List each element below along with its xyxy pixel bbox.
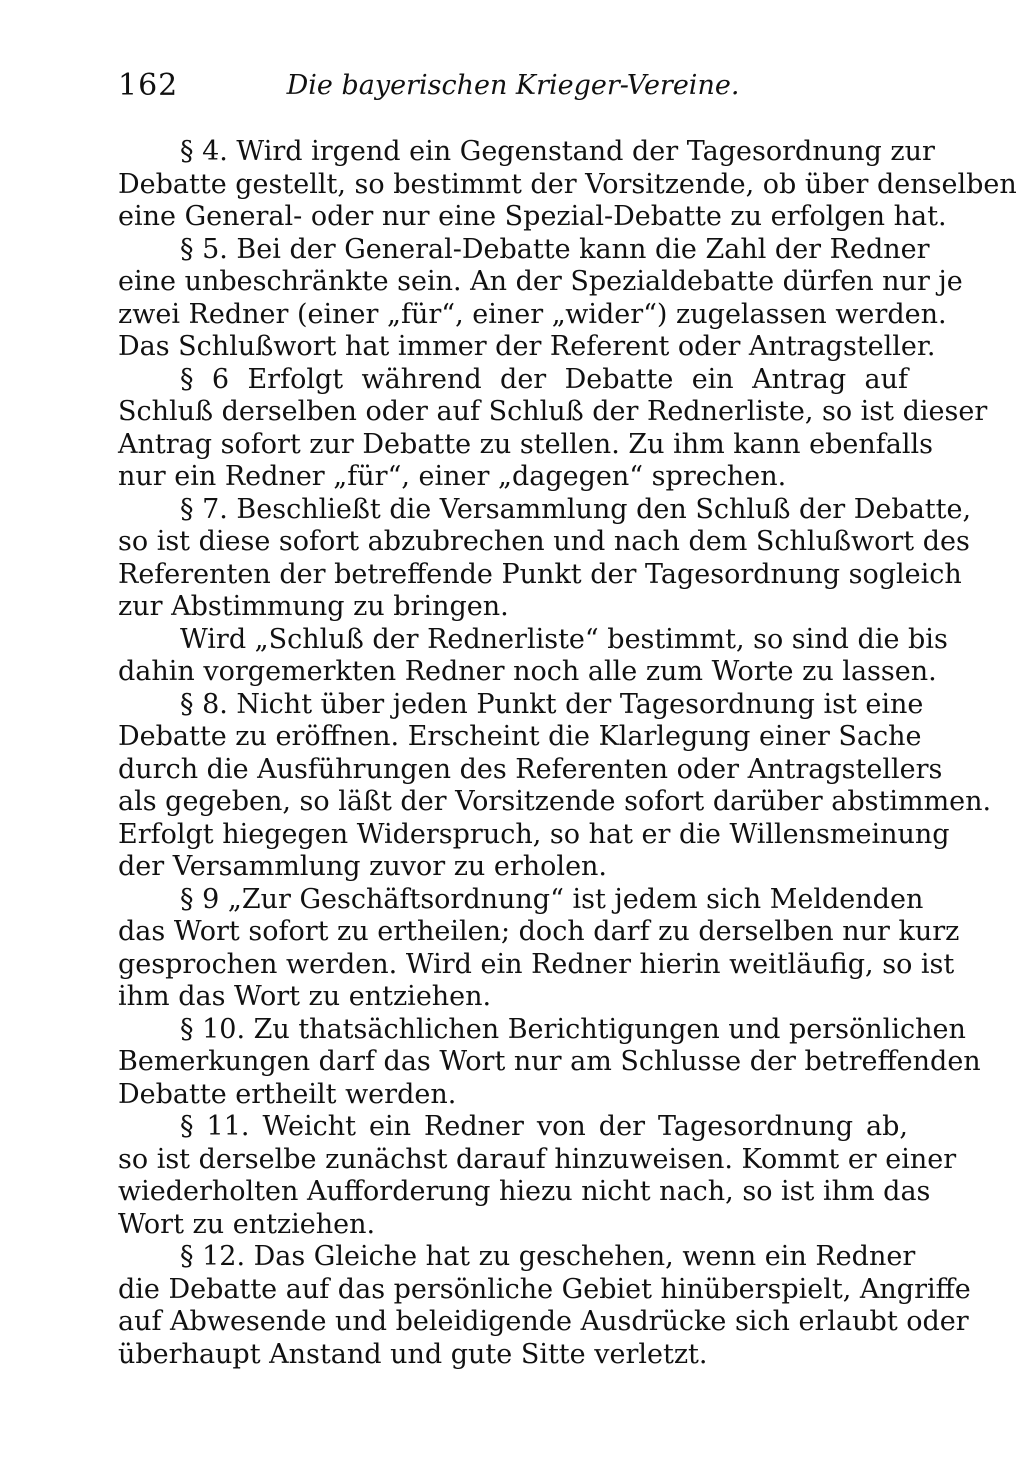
text-line: § 12. Das Gleiche hat zu geschehen, wenn ein Redner <box>180 1241 916 1272</box>
page-number: 162 <box>118 68 179 103</box>
paragraph <box>118 233 963 364</box>
paragraph <box>118 623 948 689</box>
text-line: zwei Redner (einer „für“, einer „wider“) zugelassen werden. <box>118 298 947 330</box>
text-line: Schluß derselben oder auf Schluß der Rednerliste, so ist dieser <box>118 396 988 427</box>
text-line: als gegeben, so läßt der Vorsitzende sofort darüber abstimmen. <box>118 786 992 817</box>
paragraph <box>118 136 1017 234</box>
text-line: Wird „Schluß der Rednerliste“ bestimmt, so sind die bis <box>180 623 948 655</box>
text-line: Debatte gestellt, so bestimmt der Vorsitzende, ob über denselben <box>118 168 1017 200</box>
text-line: Erfolgt hiegegen Widerspruch, so hat er die Willensmeinung <box>118 818 950 850</box>
text-line: eine unbeschränkte sein. An der Spezialdebatte dürfen nur je <box>118 266 963 297</box>
text-line: dahin vorgemerkten Redner noch alle zum Worte zu lassen. <box>118 656 937 687</box>
text-line: durch die Ausführungen des Referenten oder Antragstellers <box>118 753 943 785</box>
text-line: § 7. Beschließt die Versammlung den Schluß der Debatte, <box>180 493 972 525</box>
text-line: § 6 Erfolgt während der Debatte ein Antrag auf <box>180 363 908 395</box>
page-header <box>118 68 908 108</box>
text-line: Bemerkungen darf das Wort nur am Schlusse der betreffenden <box>118 1046 981 1077</box>
paragraph <box>118 1241 971 1371</box>
paragraph <box>118 493 972 624</box>
text-line: § 5. Bei der General-Debatte kann die Zahl der Redner <box>180 233 930 265</box>
text-line: ihm das Wort zu entziehen. <box>118 981 492 1012</box>
text-line: Debatte zu eröffnen. Erscheint die Klarlegung einer Sache <box>118 721 922 752</box>
paragraph <box>118 363 988 494</box>
text-line: § 4. Wird irgend ein Gegenstand der Tagesordnung zur <box>180 136 935 167</box>
text-line: Debatte ertheilt werden. <box>118 1078 457 1110</box>
text-line: Wort zu entziehen. <box>118 1208 376 1240</box>
paragraph <box>118 1013 981 1112</box>
text-line: § 9 „Zur Geschäftsordnung“ ist jedem sich Meldenden <box>180 883 924 915</box>
text-line: nur ein Redner „für“, einer „dagegen“ sprechen. <box>118 461 787 492</box>
text-line: das Wort sofort zu ertheilen; doch darf zu derselben nur kurz <box>118 916 960 947</box>
body-text <box>118 136 1017 1371</box>
paragraph <box>118 688 992 884</box>
text-line: § 11. Weicht ein Redner von der Tagesordnung ab, <box>180 1111 908 1142</box>
text-line: Referenten der betreffende Punkt der Tagesordnung sogleich <box>118 558 962 590</box>
paragraph <box>118 1111 957 1241</box>
running-head: Die bayerischen Krieger-Vereine. <box>286 70 740 101</box>
text-line: so ist diese sofort abzubrechen und nach dem Schlußwort des <box>118 526 970 557</box>
text-line: so ist derselbe zunächst darauf hinzuweisen. Kommt er einer <box>118 1143 957 1175</box>
text-line: überhaupt Anstand und gute Sitte verletzt. <box>118 1338 708 1370</box>
text-line: gesprochen werden. Wird ein Redner hierin weitläufig, so ist <box>118 948 955 980</box>
text-line: § 10. Zu thatsächlichen Berichtigungen und persönlichen <box>180 1013 966 1045</box>
paragraph <box>118 883 960 1014</box>
text-line: zur Abstimmung zu bringen. <box>118 591 509 622</box>
text-line: wiederholten Aufforderung hiezu nicht nach, so ist ihm das <box>118 1176 931 1207</box>
text-line: Antrag sofort zur Debatte zu stellen. Zu ihm kann ebenfalls <box>118 428 933 460</box>
text-line: § 8. Nicht über jeden Punkt der Tagesordnung ist eine <box>180 688 924 720</box>
text-line: Das Schlußwort hat immer der Referent oder Antragsteller. <box>118 331 936 362</box>
text-line: die Debatte auf das persönliche Gebiet hinüberspielt, Angriffe <box>118 1273 971 1305</box>
text-line: eine General- oder nur eine Spezial-Debatte zu erfolgen hat. <box>118 201 947 232</box>
text-line: der Versammlung zuvor zu erholen. <box>118 851 608 882</box>
text-line: auf Abwesende und beleidigende Ausdrücke sich erlaubt oder <box>118 1306 969 1337</box>
